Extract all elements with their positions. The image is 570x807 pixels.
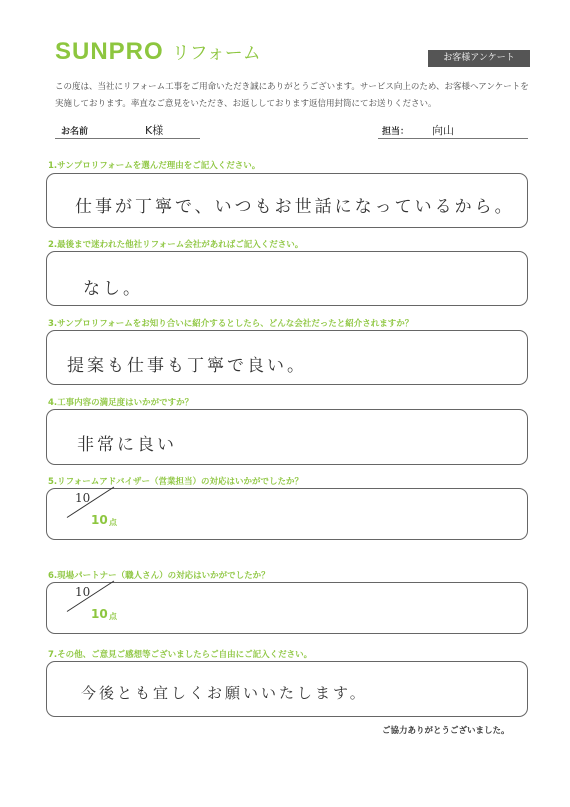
question-4-label: 4.工事内容の満足度はいかがですか？ — [48, 398, 194, 408]
score-6 — [65, 585, 125, 627]
answer-box-5 — [46, 488, 528, 540]
intro-text: この度は、当社にリフォーム工事をご用命いただき誠にありがとうございます。サービス向上のため、お客様へアンケートを実施しております。率直なご意見をいただき、お返ししております返信用封筒にてお送りください。 — [55, 82, 529, 109]
answer-box-7 — [46, 661, 528, 717]
question-7-label: 7.その他、ご意見ご感想等ございましたらご自由にご記入ください。 — [48, 650, 313, 660]
customer-name-value: K様 — [145, 124, 164, 137]
answer-1-text: 仕事が丁寧で、いつもお世話になっているから。 — [75, 197, 515, 217]
question-2-label: 2.最後まで迷われた他社リフォーム会社があればご記入ください。 — [48, 240, 304, 250]
customer-name-label: お名前 — [61, 127, 89, 137]
score-5-value: 10 — [75, 491, 91, 505]
answer-4-text: 非常に良い — [77, 435, 177, 455]
answer-box-1 — [46, 173, 528, 228]
answer-3-text: 提案も仕事も丁寧で良い。 — [67, 356, 307, 376]
logo-subtitle: リフォーム — [171, 43, 261, 64]
score-6-value: 10 — [75, 585, 91, 599]
customer-name-field — [55, 120, 200, 139]
score-5-max: 10 — [91, 513, 108, 527]
question-3-label: 3.サンプロリフォームをお知り合いに紹介するとしたら、どんな会社だったと紹介されますか？ — [48, 319, 414, 329]
logo-wordmark: SUNPRO — [55, 38, 164, 65]
company-logo — [55, 38, 261, 66]
score-6-max: 10 — [91, 607, 108, 621]
question-1-label: 1.サンプロリフォームを選んだ理由をご記入ください。 — [48, 161, 261, 171]
score-5-unit: 点 — [109, 518, 117, 527]
question-6-label: 6.現場パートナー（職人さん）の対応はいかがでしたか？ — [48, 571, 270, 581]
score-6-unit: 点 — [109, 612, 117, 621]
answer-2-text: なし。 — [83, 279, 143, 299]
staff-field — [378, 120, 528, 139]
answer-7-text: 今後とも宜しくお願いいたします。 — [81, 684, 368, 702]
answer-box-3 — [46, 330, 528, 385]
answer-box-2 — [46, 251, 528, 306]
answer-box-4 — [46, 409, 528, 465]
question-5-label: 5.リフォームアドバイザー（営業担当）の対応はいかがでしたか？ — [48, 477, 304, 487]
answer-box-6 — [46, 582, 528, 634]
survey-title-badge: お客様アンケート — [428, 50, 530, 67]
staff-label: 担当： — [382, 127, 410, 137]
score-5 — [65, 491, 125, 533]
staff-value: 向山 — [432, 124, 454, 137]
thanks-message: ご協力ありがとうございました。 — [382, 726, 510, 736]
